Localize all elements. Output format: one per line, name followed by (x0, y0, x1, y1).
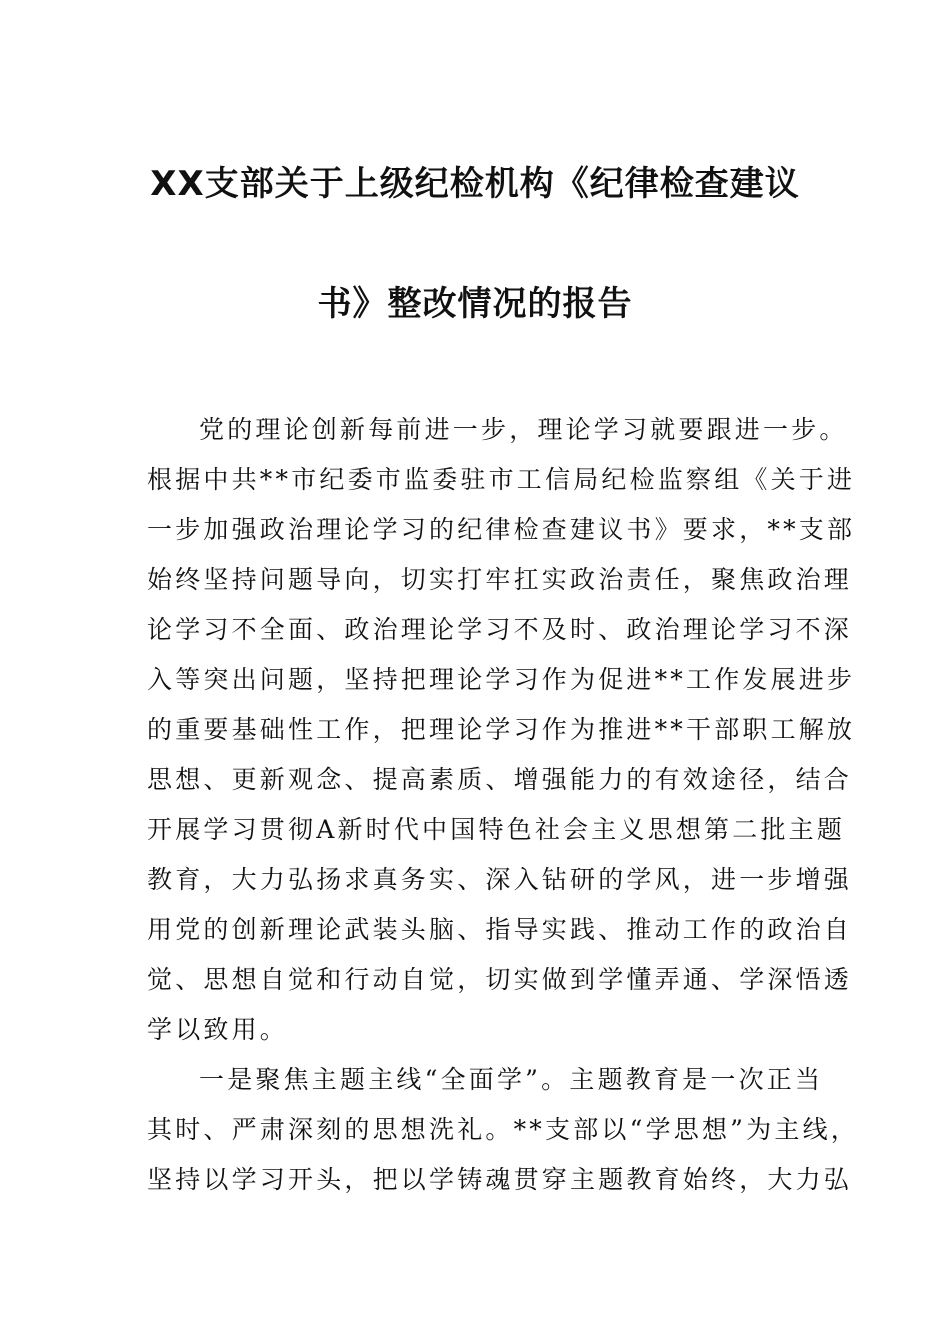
document-title-line-1: XX支部关于上级纪检机构《纪律检查建议 (150, 164, 800, 204)
paragraph-1-line-10: 教育，大力弘扬求真务实、深入钻研的学风，进一步增强 (147, 865, 853, 894)
paragraph-1-line-2: 根据中共**市纪委市监委驻市工信局纪检监察组《关于进 (147, 465, 856, 494)
paragraph-1-line-5: 论学习不全面、政治理论学习不及时、政治理论学习不深 (147, 615, 853, 644)
paragraph-1-line-13: 学以致用。 (147, 1015, 289, 1044)
paragraph-1-line-12: 觉、思想自觉和行动自觉，切实做到学懂弄通、学深悟透 (147, 965, 853, 994)
paragraph-2-line-3: 坚持以学习开头，把以学铸魂贯穿主题教育始终，大力弘 (147, 1165, 853, 1194)
document-title-line-2: 书》整改情况的报告 (317, 284, 633, 324)
paragraph-1-line-1: 党的理论创新每前进一步，理论学习就要跟进一步。 (199, 415, 848, 444)
paragraph-1-line-4: 始终坚持问题导向，切实打牢扛实政治责任，聚焦政治理 (147, 565, 853, 594)
paragraph-1-line-9: 开展学习贯彻A新时代中国特色社会主义思想第二批主题 (147, 815, 846, 844)
paragraph-1-line-6: 入等突出问题，坚持把理论学习作为促进**工作发展进步 (147, 665, 856, 694)
paragraph-1-line-11: 用党的创新理论武装头脑、指导实践、推动工作的政治自 (147, 915, 853, 944)
paragraph-1-line-8: 思想、更新观念、提高素质、增强能力的有效途径，结合 (147, 765, 853, 794)
paragraph-1-line-7: 的重要基础性工作，把理论学习作为推进**干部职工解放 (147, 715, 856, 744)
paragraph-2-line-1: 一是聚焦主题主线“全面学”。主题教育是一次正当 (199, 1065, 824, 1094)
paragraph-1-line-3: 一步加强政治理论学习的纪律检查建议书》要求，**支部 (147, 515, 856, 544)
paragraph-2-line-2: 其时、严肃深刻的思想洗礼。**支部以“学思想”为主线， (147, 1115, 859, 1144)
